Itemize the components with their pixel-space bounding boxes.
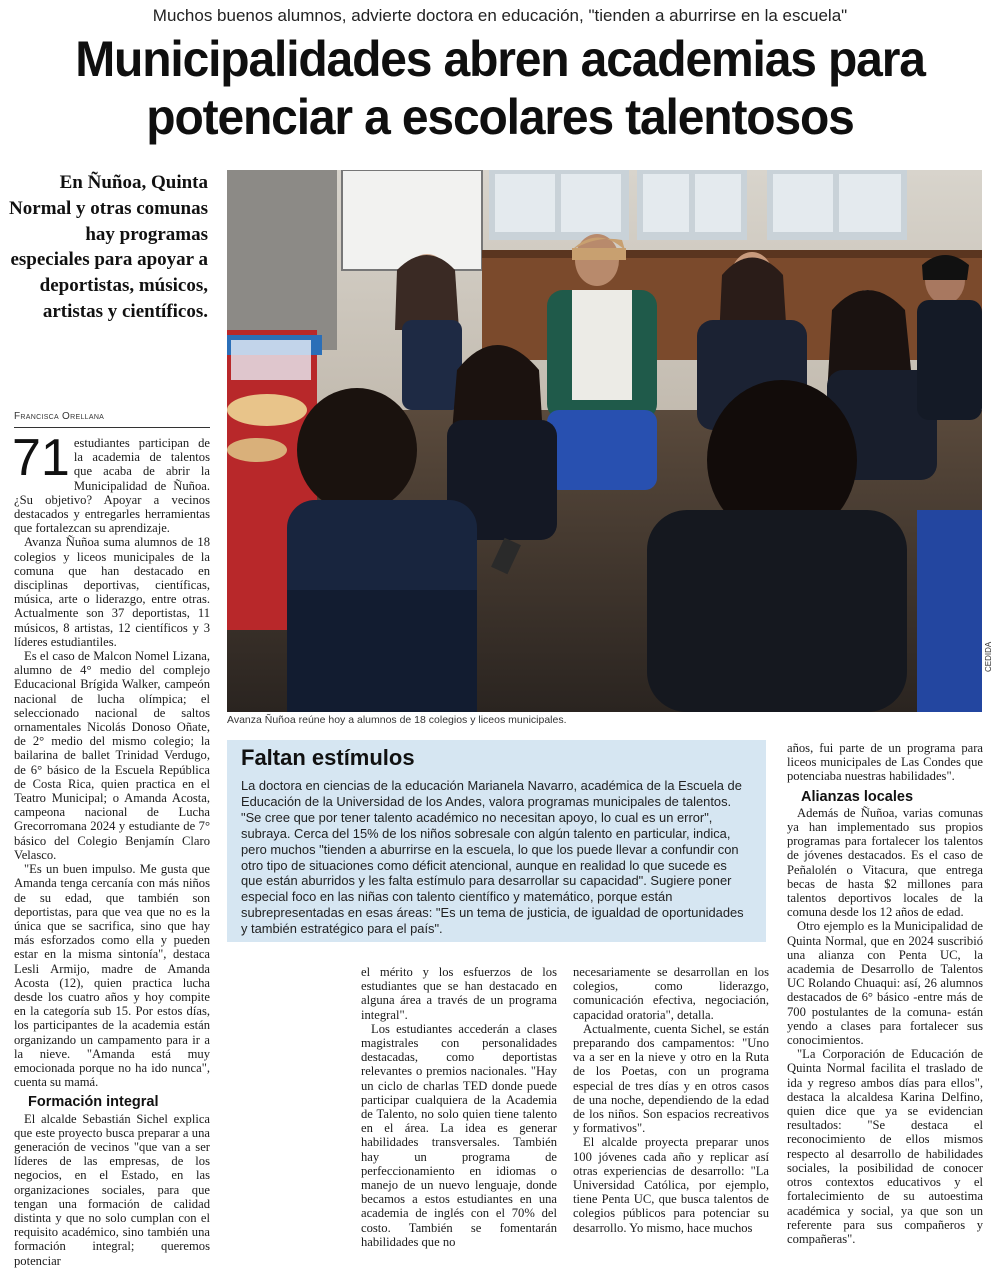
- photo-caption: Avanza Ñuñoa reúne hoy a alumnos de 18 colegios y liceos municipales.: [227, 714, 567, 726]
- sidebar-box-text: La doctora en ciencias de la educación Marianela Navarro, académica de la Escuela de Educación de la Universidad de los Andes, valora programas municipales de talentos. "Se cree que por tener talento académico no necesitan apoyo, lo cual es un error", subraya. Cerca del 15% de los niños sobresale con algún talento en particular, indica, pero muchos "tienden a aburrirse en la escuela, lo que los puede llevar a confundir con otro tipo de situaciones como déficit atencional, aunque en realidad lo que sucede es que están aburridos y les falta estímulo para desarrollar su capacidad". Sugiere poner especial foco en las niñas con talento científico y matemático, porque están subrepresentadas en esas áreas: "Es un tema de justicia, de igualdad de oportunidades y también estratégico para el país".: [241, 778, 744, 937]
- article-photo: [227, 170, 982, 712]
- paragraph: Además de Ñuñoa, varias comunas ya han implementado sus propios programas para fortalecer los talentos de jóvenes destacados. Es el caso de Peñalolén o Vitacura, que entrega becas de hasta $2 millones para talentos deportivos locales de la comuna desde los 12 años de edad.: [787, 805, 983, 920]
- headline-line-2: potenciar a escolares talentosos: [146, 89, 854, 145]
- photo-credit: CEDIDA: [984, 641, 993, 672]
- paragraph: Actualmente, cuenta Sichel, se están preparando dos campamentos: "Uno va a ser en la nieve y otro en la Ruta de los Poetas, con un programa especial de tres días y en otros casos de una noche, dependiendo de la edad de los niños. Son espacios recreativos y formativos".: [573, 1021, 769, 1136]
- byline: Francisca Orellana: [14, 411, 105, 422]
- paragraph: el mérito y los esfuerzos de los estudiantes que se han destacado en alguna área a través de un programa integral".: [361, 965, 557, 1022]
- paragraph: años, fui parte de un programa para liceos municipales de Las Condes que potenciaba nuestras habilidades".: [787, 741, 983, 784]
- byline-rule: [14, 427, 210, 428]
- paragraph: "Es un buen impulso. Me gusta que Amanda tenga cercanía con más niños de su edad, que también son deportistas, para que vea que no es la única que se sacrifica, sino que hay más esforzados como ella y pueden estar en la misma sintonía", destaca Lesli Armijo, madre de Amanda Acosta (12), quien practica lucha desde los cuatro años y hoy compite en la categoría sub 15. Por estos días, los participantes de la academia están organizando un campamento para ir a la nieve. "Amanda está muy emocionada porque no ha ido nunca", cuenta su mamá.: [14, 862, 210, 1090]
- drop-cap: 71: [12, 429, 70, 487]
- subhead-alianzas: Alianzas locales: [801, 788, 914, 805]
- paragraph: El alcalde proyecta preparar unos 100 jóvenes cada año y replicar así otras experiencias de desarrollo: "La Universidad Católica, por ejemplo, tiene Penta UC, que busca talentos de colegios públicos para potenciar su desarrollo. Yo mismo, hace muchos: [573, 1135, 769, 1235]
- subhead-formacion: Formación integral: [28, 1094, 159, 1111]
- article-column-2: [361, 965, 557, 1249]
- paragraph: Otro ejemplo es la Municipalidad de Quinta Normal, que en 2024 suscribió una alianza con Penta UC, la academia de Desarrollo de Talentos UC Rolando Chuaqui: así, 26 alumnos destacados de 6° básico -entre más de 700 postulantes de la comuna- están yendo a clases para fortalecer sus conocimientos.: [787, 919, 983, 1048]
- headline-line-1: Municipalidades abren academias para: [75, 31, 925, 87]
- article-column-4: [787, 741, 983, 1246]
- sidebar-box-title: Faltan estímulos: [241, 745, 415, 770]
- classroom-photo-illustration: [227, 170, 982, 712]
- paragraph: "La Corporación de Educación de Quinta Normal facilita el traslado de ida y regreso ambos días para ellos", destaca la alcaldesa Karina Delfino, quien dice que ya se evidencian resultados: "Se destaca el reconocimiento de ellos mismos respecto al desarrollo de habilidades sociales, la posibilidad de conocer otros contextos educativos y el fortalecimiento de su autoestima académica y social, ya que son un referente para sus compañeros y compañeras".: [787, 1047, 983, 1246]
- paragraph: Los estudiantes accederán a clases magistrales con personalidades destacadas, como deportistas relevantes o premios nacionales. "Hay un ciclo de charlas TED donde puede participar cualquiera de la Academia de Talento, no solo quien tiene talento en el área. La idea es generar habilidades transversales. También hay un programa de perfeccionamiento en idiomas o manejo de un nuevo lenguaje, donde becamos a estos estudiantes en una academia de inglés con el 70% del costo. También se fomentarán habilidades que no: [361, 1021, 557, 1249]
- kicker: Muchos buenos alumnos, advierte doctora en educación, "tienden a aburrirse en la escuela": [152, 6, 848, 25]
- lede: En Ñuñoa, Quinta Normal y otras comunas hay programas especiales para apoyar a deportistas, músicos, artistas y científicos.: [9, 172, 208, 322]
- paragraph: El alcalde Sebastián Sichel explica que este proyecto busca preparar a una generación de vecinos "que van a ser líderes de las empresas, de los negocios, en el Estado, en las organizaciones sociales, para que tengan una formación de calidad distinta y que no solo cumplan con el requisito académico, sino también una formación integral; queremos potenciar: [14, 1111, 210, 1268]
- article-column-1: [12, 429, 210, 1268]
- article-column-3: [573, 965, 769, 1235]
- paragraph: necesariamente se desarrollan en los colegios, como liderazgo, comunicación efectiva, negociación, capacidad oratoria", detalla.: [573, 965, 769, 1022]
- paragraph: Avanza Ñuñoa suma alumnos de 18 colegios y liceos municipales de la comuna que han destacado en disciplinas deportivas, científicas, música, arte o liderazgo, entre otras. Actualmente son 37 deportistas, 11 músicos, 8 artistas, 12 científicos y 3 líderes estudiantiles.: [14, 535, 210, 649]
- paragraph: Es el caso de Malcon Nomel Lizana, alumno de 4° medio del complejo Educacional Brígida Walker, campeón nacional de lucha olímpica; el seleccionado nacional de saltos ornamentales Nicolás Donoso Oñate, de 2° medio del mismo colegio; la bailarina de ballet Trinidad Verdugo, de 6° básico de la Escuela República de Costa Rica, quien practica en el Teatro Municipal; o Amanda Acosta, campeona nacional de Lucha Grecorromana 2024 y estudiante de 7° básico del Colegio Benjamín Claro Velasco.: [14, 649, 210, 862]
- headline: [20, 30, 980, 146]
- paragraph: estudiantes participan de la academia de talentos que acaba de abrir la Municipalidad de Ñuñoa. ¿Su objetivo? Apoyar a vecinos destacados y entregarles herramientas que fortalezcan su aprendizaje.: [14, 436, 210, 536]
